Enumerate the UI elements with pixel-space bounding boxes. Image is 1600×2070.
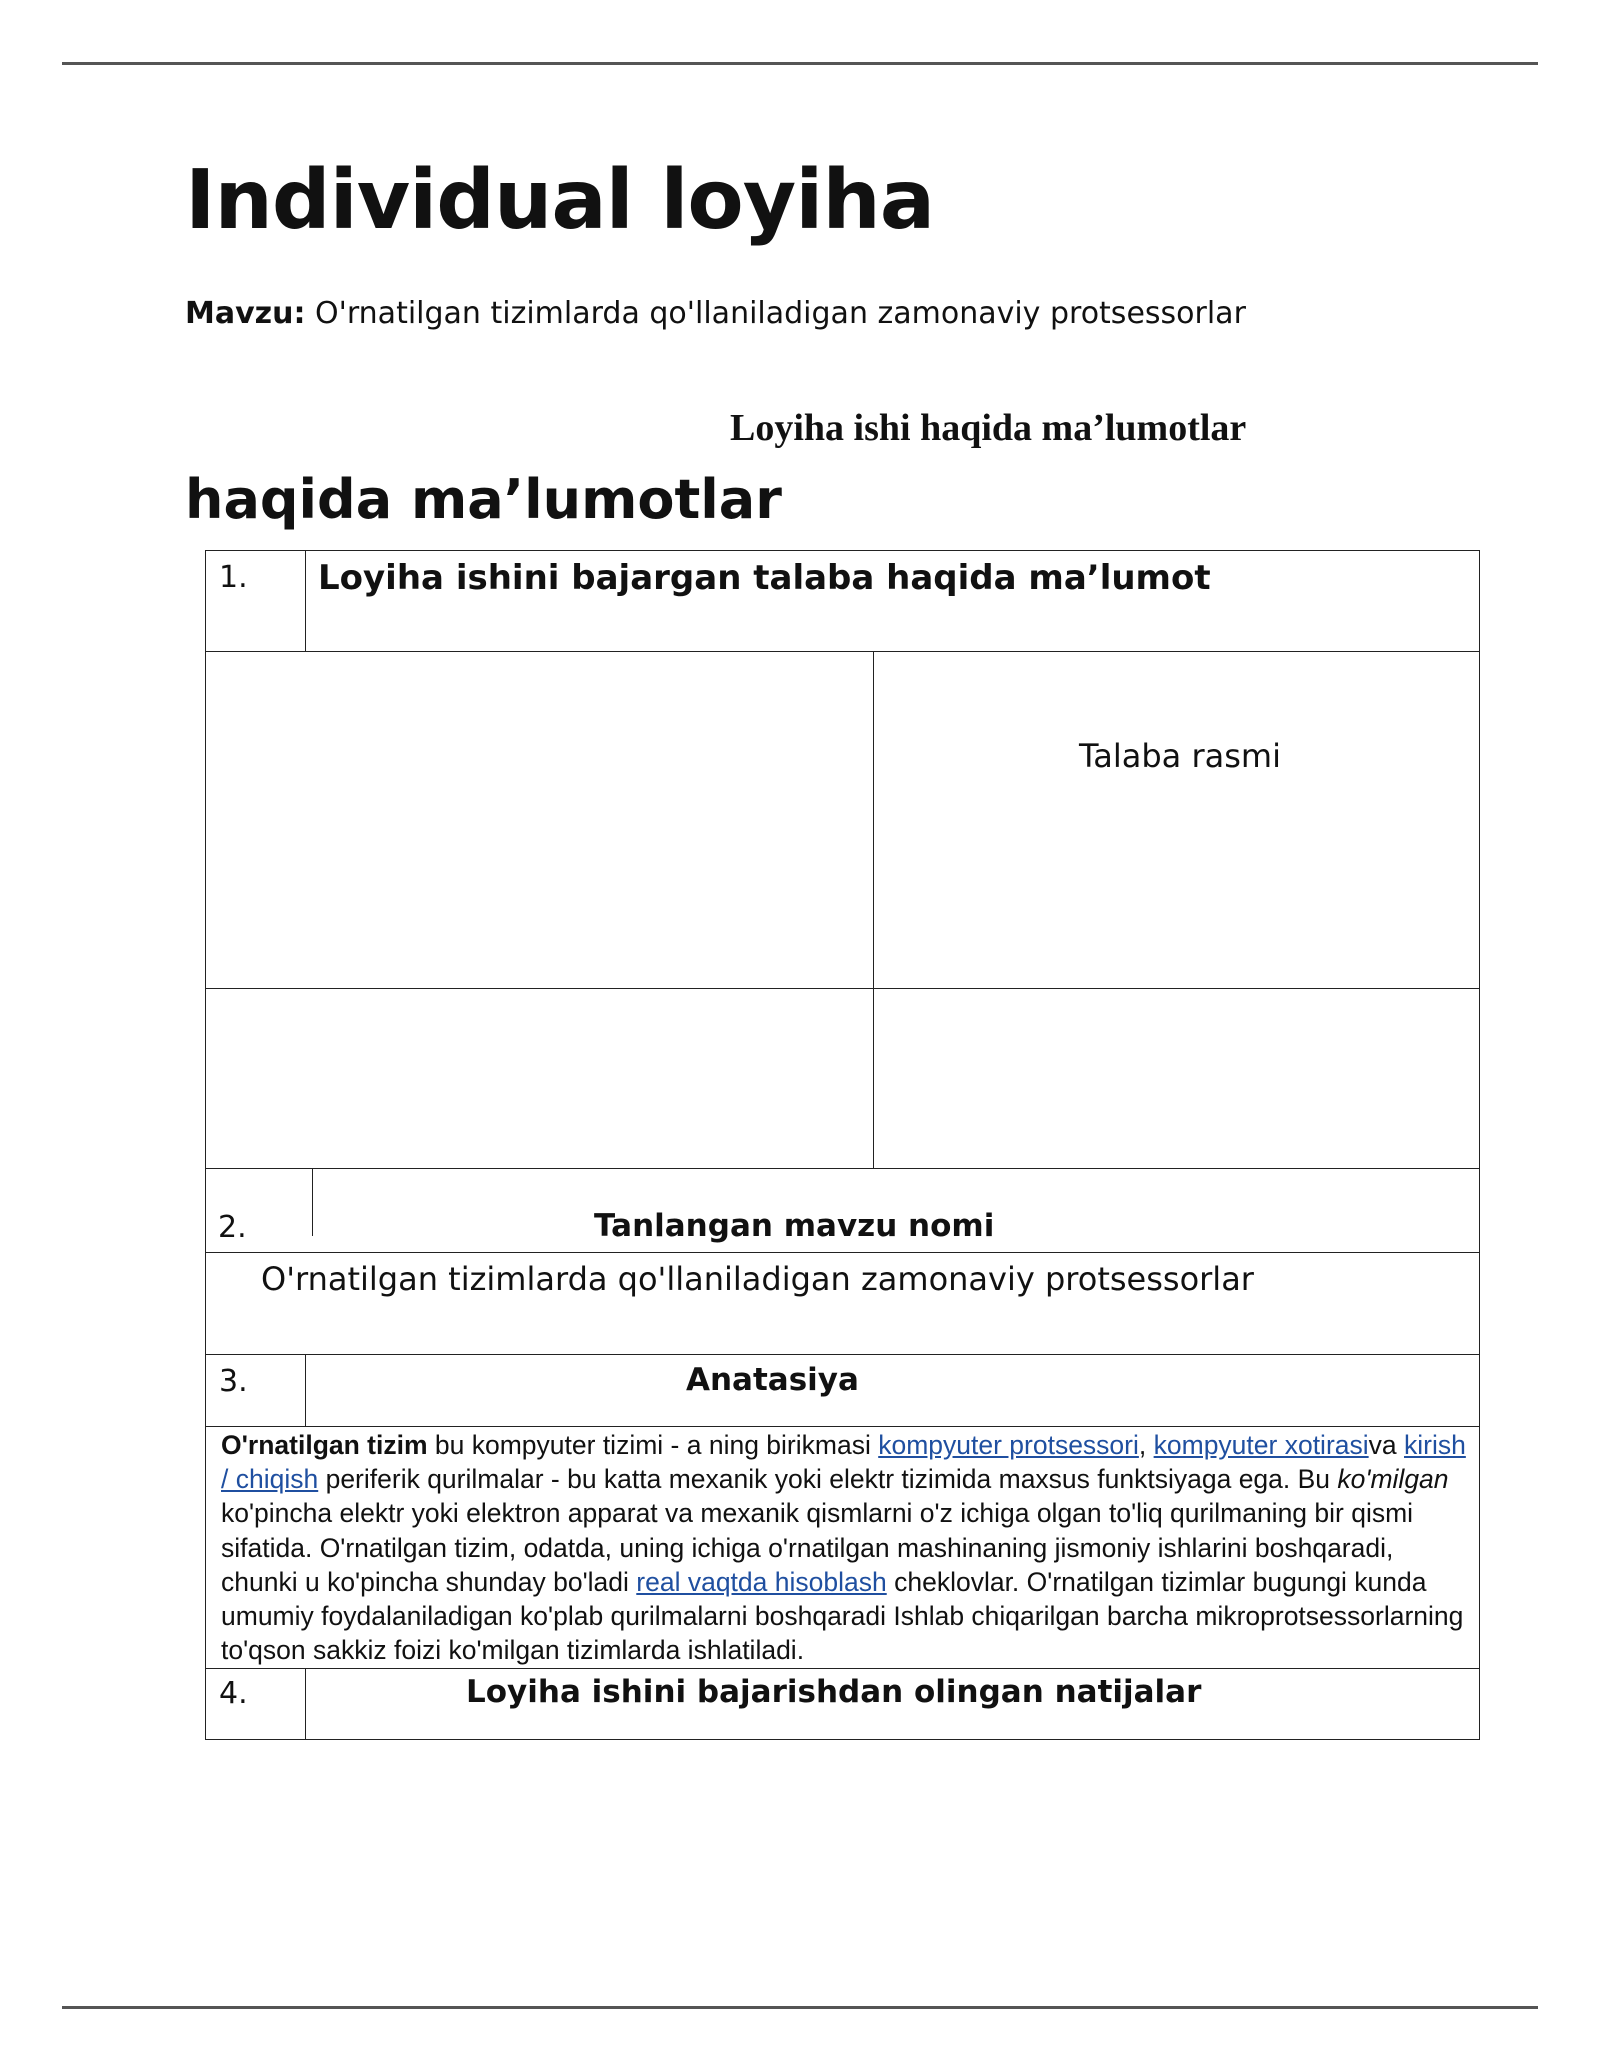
s4-divider	[305, 1668, 306, 1740]
s3-number: 3.	[219, 1364, 248, 1399]
student-photo-label: Talaba rasmi	[1079, 737, 1281, 775]
s3-annotation-paragraph	[221, 1428, 1471, 1667]
link-memory[interactable]: kompyuter xotirasi	[1153, 1430, 1369, 1460]
s1-divider	[305, 550, 306, 651]
para-italic-term: ko'milgan	[1337, 1464, 1449, 1495]
s3-divider	[305, 1354, 306, 1426]
s3-header-line	[205, 1426, 1480, 1427]
s4-heading: Loyiha ishini bajarishdan olingan natijalar	[466, 1674, 1202, 1710]
s4-top-line	[205, 1668, 1480, 1669]
topic-value: O'rnatilgan tizimlarda qo'llaniladigan zamonaviy protsessorlar	[305, 296, 1246, 331]
para-text: ko'pincha elektr yoki elektron apparat va mexanik qismlarni o'z ichiga olgan to'liq qurilmaning bir qismi sifatida. O'rnatilgan tizim, odatda, uning ichiga o'rnatilgan mashinaning jismoniy ishlarini boshqaradi, chunki u ko'pincha shunday bo'ladi	[221, 1498, 1414, 1597]
s2-header-line	[205, 1252, 1480, 1253]
student-area-divider	[873, 651, 874, 1168]
link-realtime[interactable]: real vaqtda hisoblash	[636, 1566, 887, 1597]
student-area-bottom-line	[205, 1168, 1480, 1169]
para-bold-term: O'rnatilgan tizim	[221, 1430, 428, 1460]
link-io[interactable]: kirish / chiqish	[221, 1430, 1466, 1495]
info-heading: Loyiha ishi haqida ma’lumotlar	[730, 407, 1247, 449]
para-text: periferik qurilmalar - bu katta mexanik yoki elektr tizimida maxsus funktsiyaga ega. Bu	[318, 1464, 1338, 1495]
s1-heading: Loyiha ishini bajargan talaba haqida ma’lumot	[318, 558, 1211, 598]
para-text: bu kompyuter tizimi - a ning birikmasi	[427, 1430, 879, 1460]
s2-number: 2.	[218, 1210, 247, 1245]
info-heading-fragment: haqida ma’lumotlar	[185, 468, 782, 531]
page-title: Individual loyiha	[185, 153, 935, 248]
student-area-midline	[205, 988, 1480, 989]
s2-topic-value: O'rnatilgan tizimlarda qo'llaniladigan zamonaviy protsessorlar	[261, 1260, 1254, 1298]
s2-bottom-line	[205, 1354, 1480, 1355]
s1-number: 1.	[219, 560, 248, 595]
s2-heading: Tanlangan mavzu nomi	[594, 1208, 995, 1244]
para-text: cheklovlar. O'rnatilgan tizimlar bugungi kunda umumiy foydalaniladigan ko'plab qurilmalarni boshqaradi Ishlab chiqarilgan barcha mikroprotsessorlarning to'qson sakkiz foizi ko'milgan tizimlarda ishlatiladi.	[221, 1566, 1464, 1666]
topic-line	[185, 296, 1246, 331]
topic-label: Mavzu:	[185, 296, 306, 331]
para-text: ,	[1138, 1430, 1154, 1460]
s4-number: 4.	[219, 1676, 248, 1711]
link-processor[interactable]: kompyuter protsessori	[878, 1430, 1139, 1460]
s3-heading: Anatasiya	[686, 1362, 859, 1398]
s1-bottom-line	[205, 651, 1480, 652]
top-rule	[62, 62, 1538, 65]
s2-divider	[312, 1168, 313, 1236]
bottom-rule	[62, 2006, 1538, 2009]
para-text: va	[1368, 1430, 1404, 1460]
